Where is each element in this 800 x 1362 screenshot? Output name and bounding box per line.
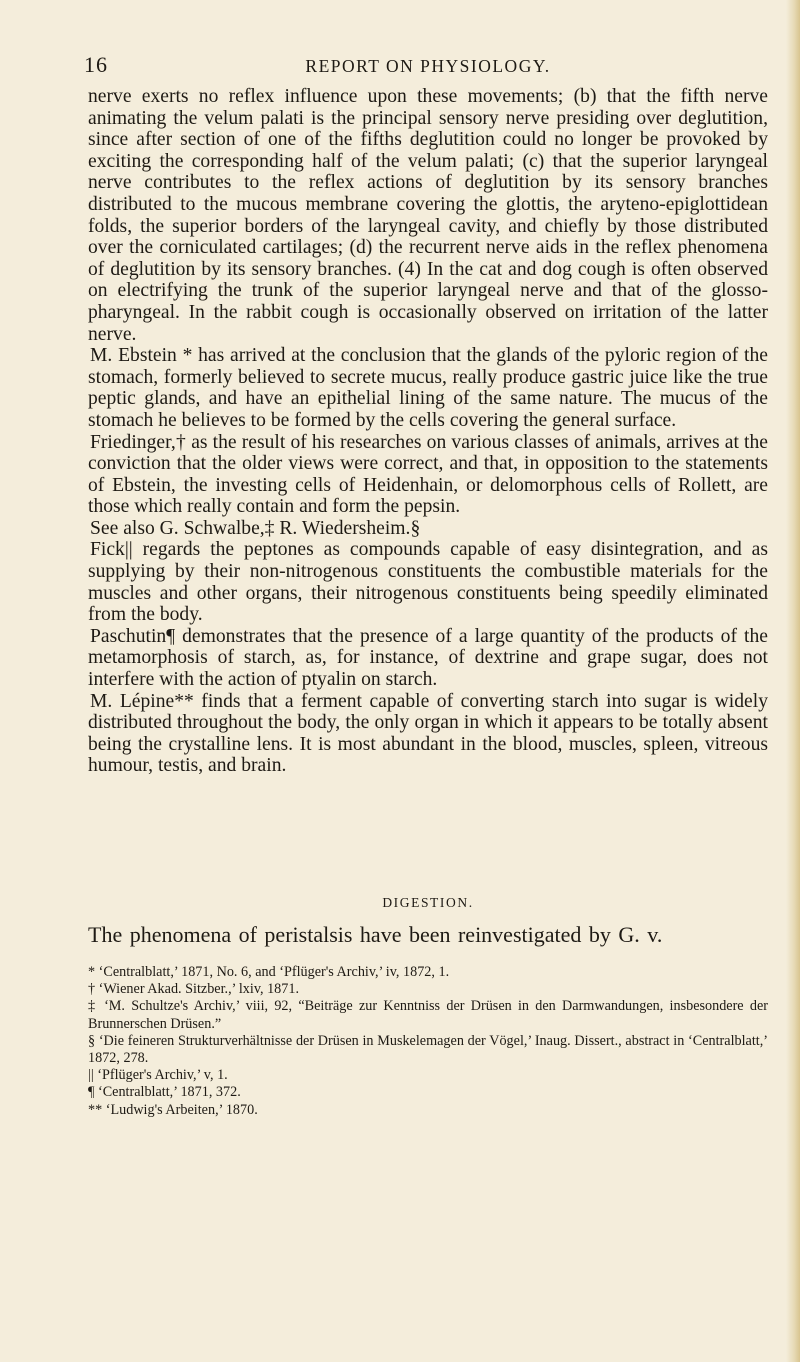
paragraph-deglutition: nerve exerts no reflex influence upon these movements; (b) that the fifth nerve animating the velum palati is the principal sensory nerve presiding over deglutition, since after section of one of the fifths deglutition could no longer be provoked by exciting the corresponding half of the velum palati; (c) that the superior laryngeal nerve contributes to the reflex actions of deglutition by its sensory branches distributed to the mucous membrane covering the glottis, the aryteno-epiglottidean folds, the superior borders of the laryngeal cavity, and chiefly by those distributed over the corniculated cartilages; (d) the recurrent nerve aids in the reflex phenomena of deglutition by its sensory branches. (4) In the cat and dog cough is often observed on electrifying the trunk of the superior laryngeal nerve and that of the glosso-pharyngeal. In the rabbit cough is occasionally observed on irritation of the latter nerve.	[88, 86, 768, 345]
section-lead-paragraph: The phenomena of peristalsis have been reinvestigated by G. v.	[88, 922, 663, 947]
footnote-4: § ‘Die feineren Strukturverhältnisse der Drüsen in Muskelemagen der Vögel,’ Inaug. Dissert., abstract in ‘Centralblatt,’ 1872, 278.	[88, 1032, 768, 1067]
paragraph-paschutin: Paschutin¶ demonstrates that the presence of a large quantity of the products of the metamorphosis of starch, as, for instance, of dextrine and grape sugar, does not interfere with the action of ptyalin on starch.	[88, 625, 768, 691]
footnote-3: ‡ ‘M. Schultze's Archiv,’ viii, 92, “Beiträge zur Kenntniss der Drüsen in den Darmwandungen, insbesondere der Brunnerschen Drüsen.”	[88, 998, 768, 1032]
paragraph-friedinger: Friedinger,† as the result of his researches on various classes of animals, arrives at the conviction that the older views were correct, and that, in opposition to the statements of Ebstein, the investing cells of Heidenhain, or delomorphous cells of Rollett, are those which really contain and form the pepsin.	[88, 431, 768, 518]
footnote-2: † ‘Wiener Akad. Sitzber.,’ lxiv, 1871.	[88, 981, 300, 998]
paragraph-lepine: M. Lépine** finds that a ferment capable of converting starch into sugar is widely distributed throughout the body, the only organ in which it appears to be totally absent being the crystalline lens. It is most abundant in the blood, muscles, spleen, vitreous humour, testis, and brain.	[88, 690, 768, 777]
footnote-5: || ‘Pflüger's Archiv,’ v, 1.	[88, 1067, 228, 1084]
page-edge-shadow	[786, 0, 800, 1362]
paragraph-ebstein: M. Ebstein * has arrived at the conclusion that the glands of the pyloric region of the stomach, formerly believed to secrete mucus, really produce gastric juice like the true peptic glands, and have an epithelial lining of the same nature. The mucus of the stomach he believes to be formed by the cells covering the general surface.	[88, 345, 768, 431]
body-text	[88, 86, 768, 777]
page-header	[84, 52, 768, 82]
section-heading-digestion: DIGESTION.	[382, 895, 474, 910]
footnotes	[88, 964, 768, 1119]
running-head: REPORT ON PHYSIOLOGY.	[305, 56, 551, 76]
page-number: 16	[84, 52, 108, 77]
footnote-6: ¶ ‘Centralblatt,’ 1871, 372.	[88, 1084, 241, 1101]
paragraph-fick: Fick|| regards the peptones as compounds capable of easy disintegration, and as supplying by their non-nitrogenous constituents the combustible materials for the muscles and other organs, their nitrogenous constituents being speedily eliminated from the body.	[88, 539, 768, 626]
footnote-1: * ‘Centralblatt,’ 1871, No. 6, and ‘Pflüger's Archiv,’ iv, 1872, 1.	[88, 964, 450, 980]
paragraph-see-also: See also G. Schwalbe,‡ R. Wiedersheim.§	[90, 517, 421, 539]
footnote-7: ** ‘Ludwig's Arbeiten,’ 1870.	[88, 1101, 258, 1118]
